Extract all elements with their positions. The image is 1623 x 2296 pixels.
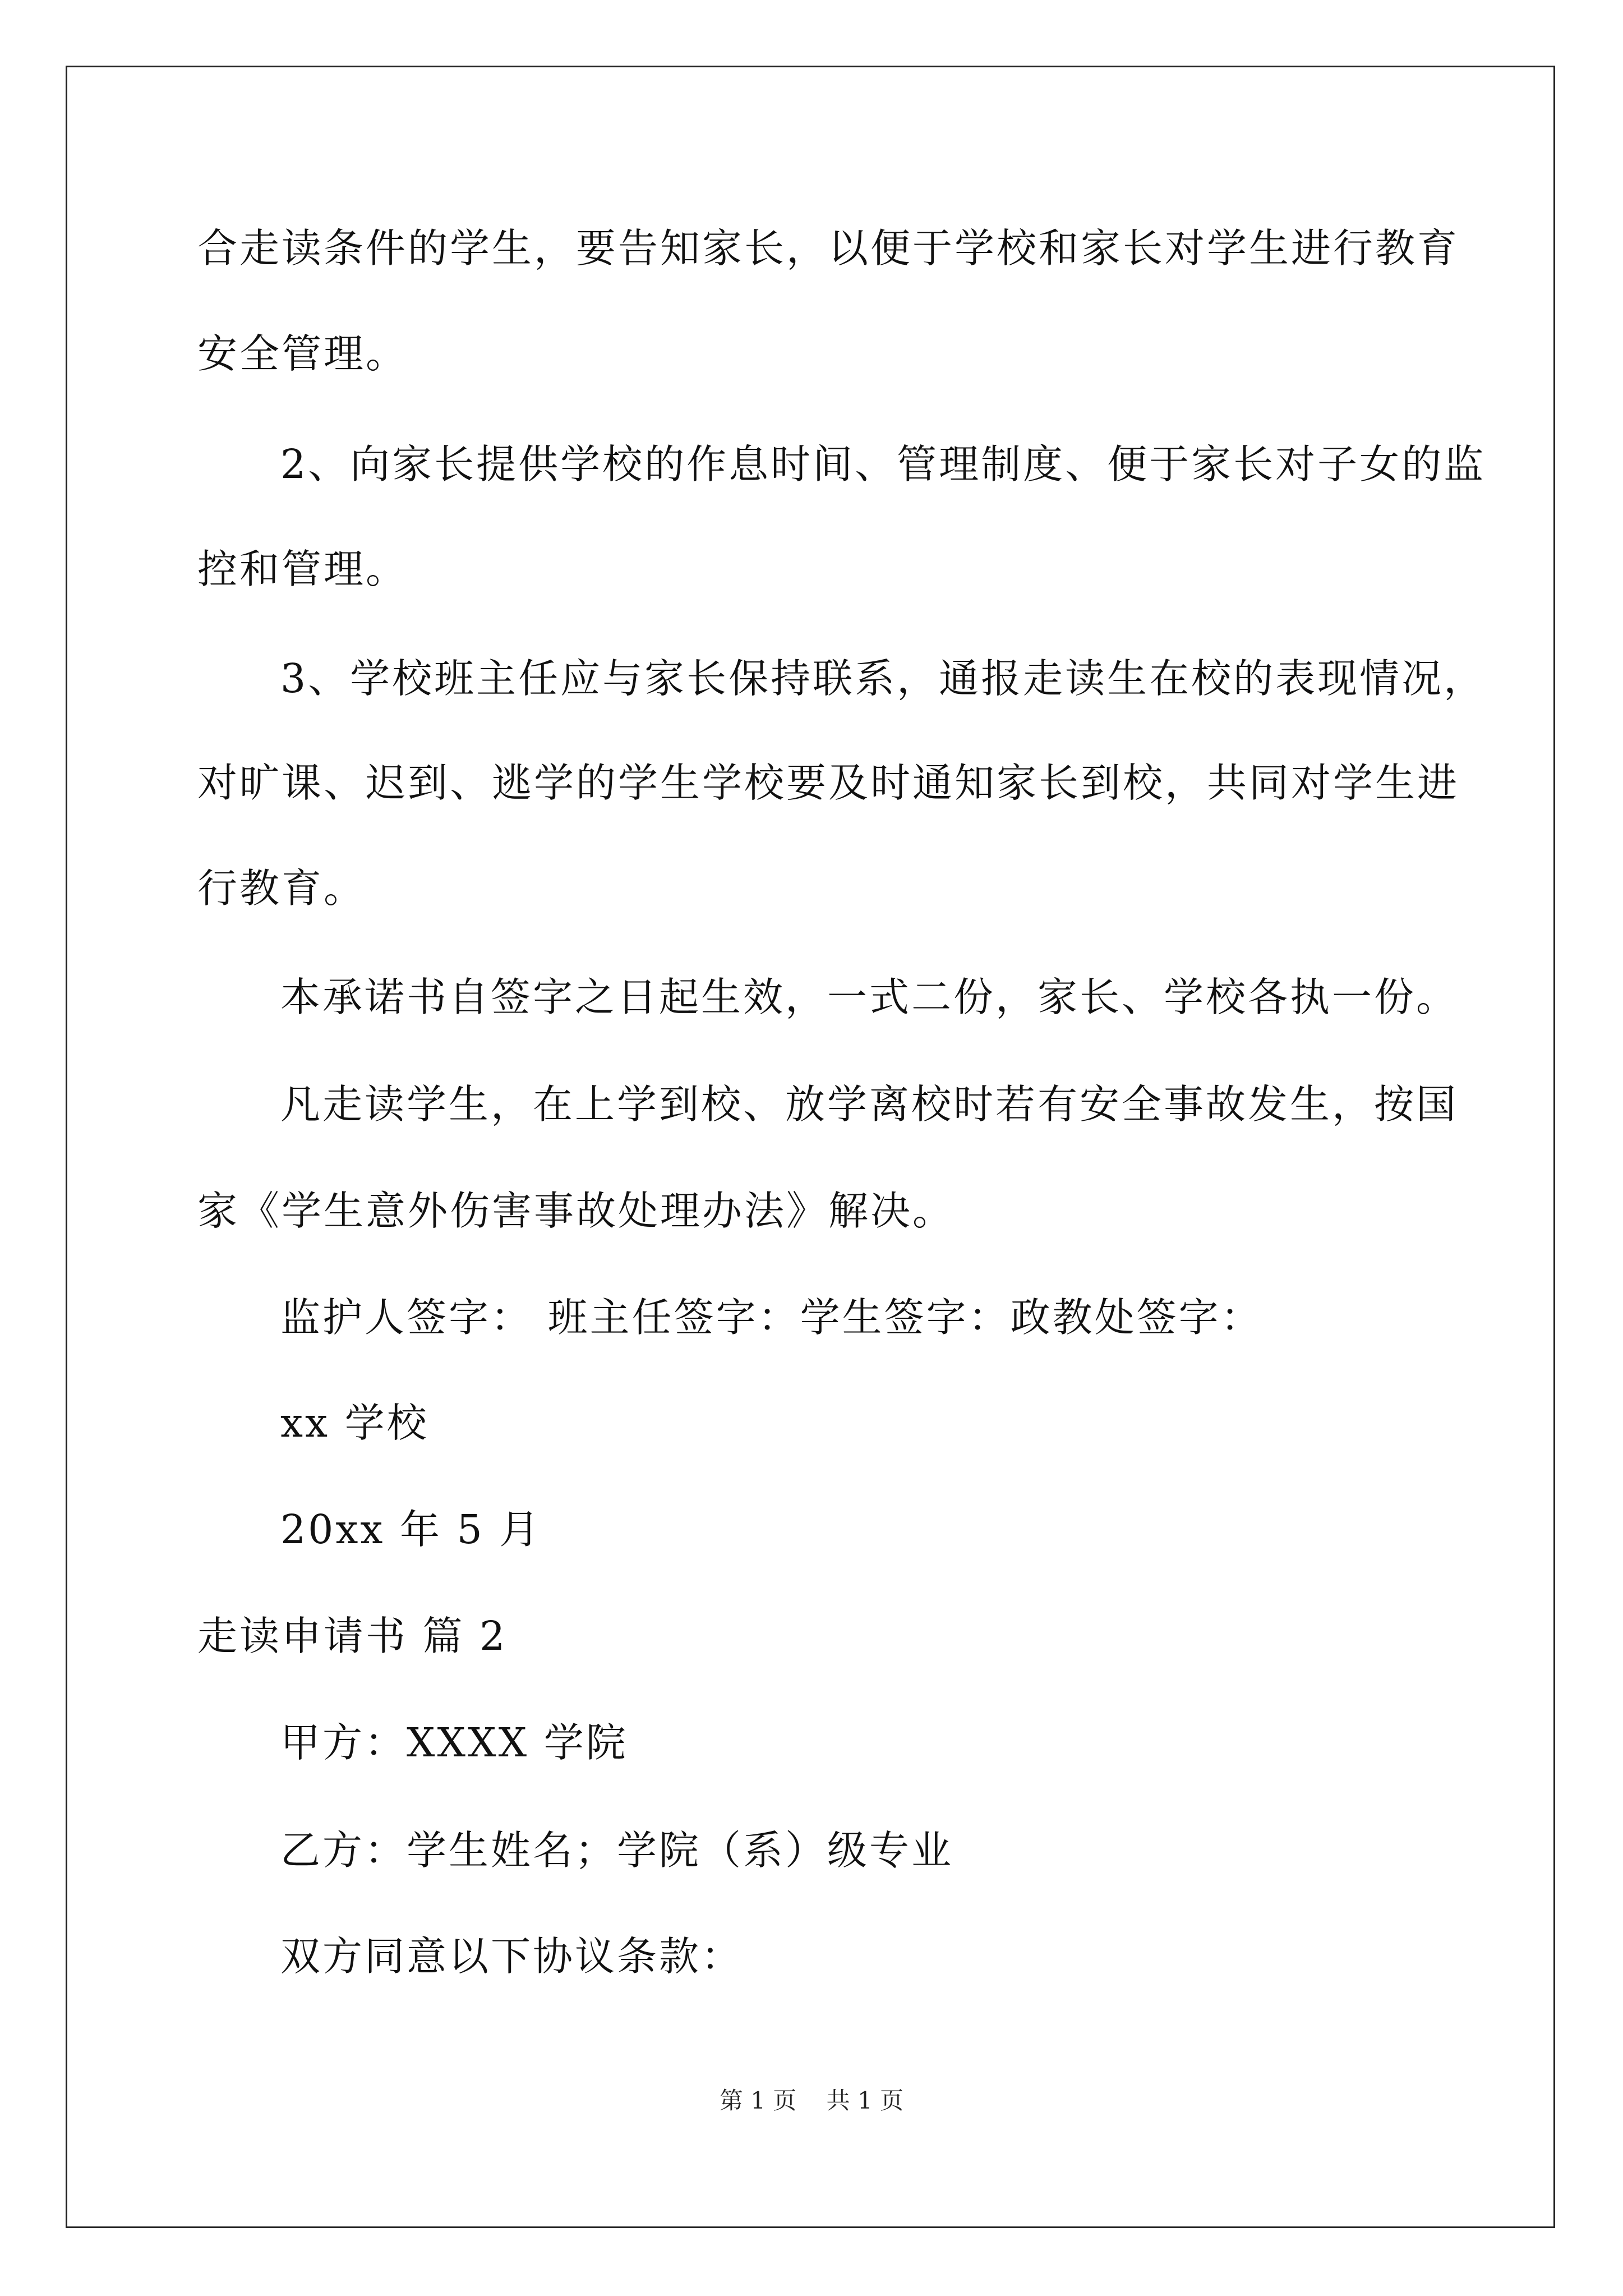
- agreement-intro: 双方同意以下协议条款：: [280, 1933, 744, 1980]
- text-line: 对旷课、迟到、逃学的学生学校要及时通知家长到校，共同对学生进: [197, 760, 1460, 806]
- text-line: 安全管理。: [197, 330, 408, 377]
- signature-line: 监护人签字： 班主任签字：学生签字：政教处签字：: [280, 1294, 1263, 1341]
- text-line: 家《学生意外伤害事故处理办法》解决。: [197, 1188, 955, 1234]
- text-line: 本承诺书自签字之日起生效，一式二份，家长、学校各执一份。: [280, 974, 1459, 1020]
- party-a: 甲方：XXXX 学院: [280, 1719, 628, 1766]
- page-total: 共 1 页: [826, 2087, 904, 2114]
- date-line: 20xx 年 5 月: [280, 1506, 542, 1553]
- text-line: 控和管理。: [197, 546, 408, 592]
- page-number: 第 1 页: [719, 2087, 797, 2114]
- section-heading: 走读申请书 篇 2: [197, 1613, 508, 1659]
- text-line: 合走读条件的学生，要告知家长，以便于学校和家长对学生进行教育: [197, 225, 1460, 272]
- school-name: xx 学校: [280, 1400, 429, 1446]
- page-footer: [0, 2084, 1623, 2118]
- text-line: 2、向家长提供学校的作息时间、管理制度、便于家长对子女的监: [280, 441, 1486, 487]
- text-line: 凡走读学生，在上学到校、放学离校时若有安全事故发生，按国: [280, 1081, 1459, 1128]
- text-line: 行教育。: [197, 865, 366, 912]
- page-border: [66, 66, 1555, 2228]
- party-b: 乙方：学生姓名；学院（系）级专业: [280, 1827, 954, 1874]
- text-line: 3、学校班主任应与家长保持联系，通报走读生在校的表现情况，: [280, 655, 1486, 702]
